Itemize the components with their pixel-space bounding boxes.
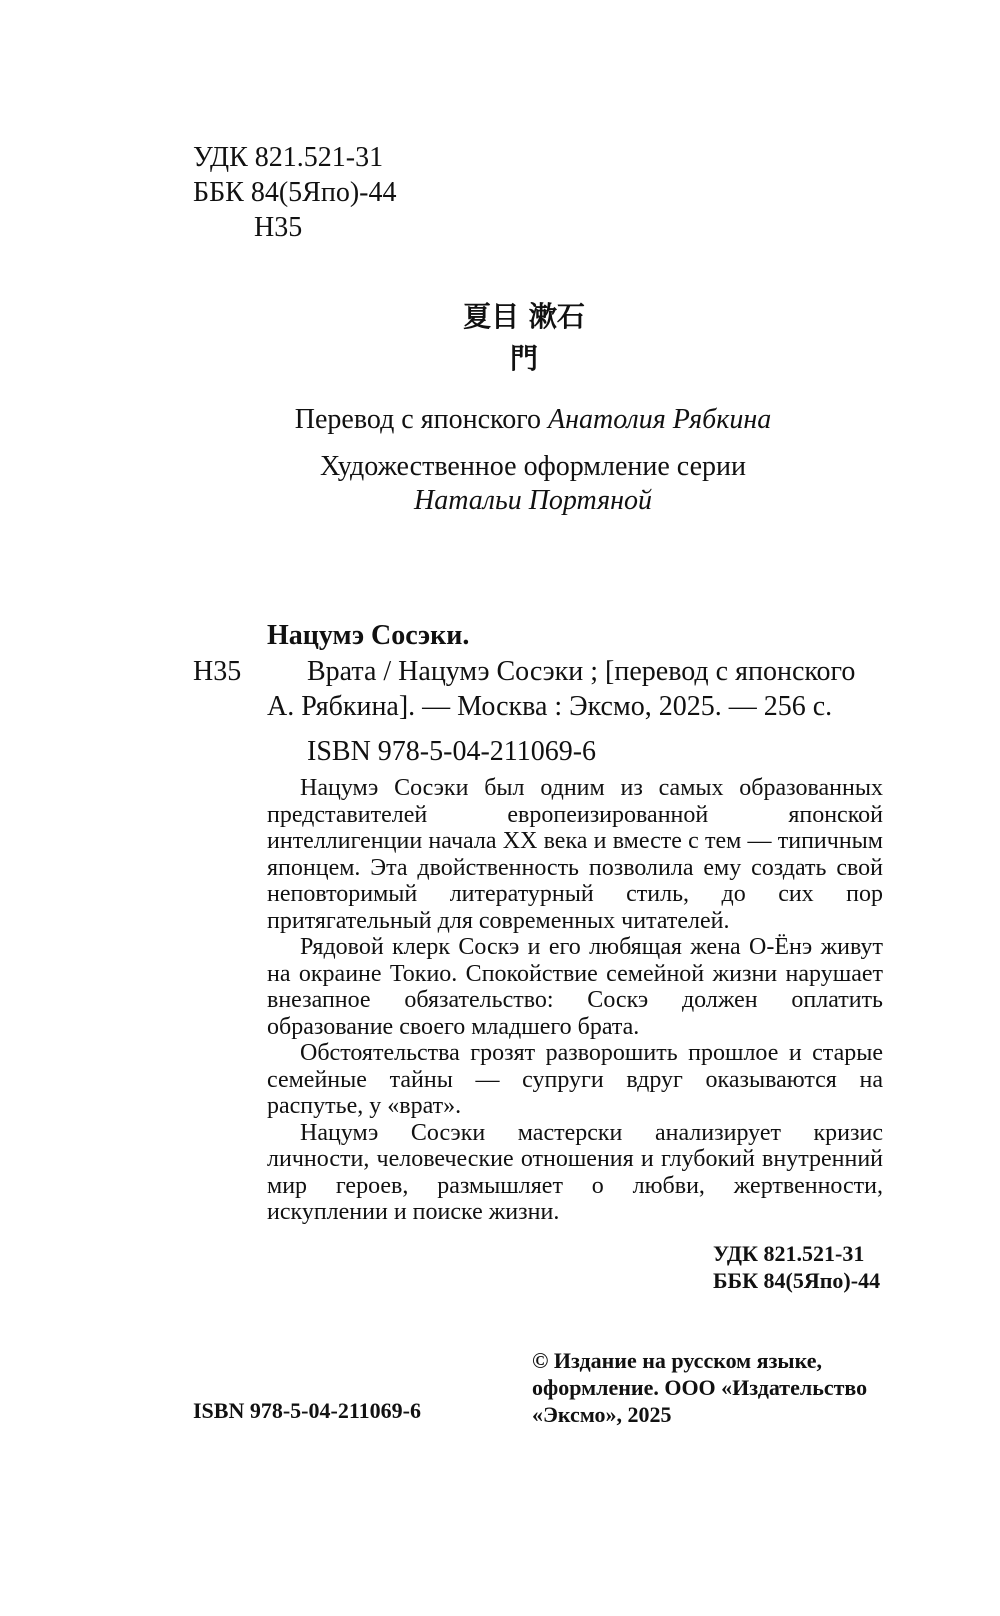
bbk-code-top: ББК 84(5Япо)-44 [193, 177, 397, 208]
annotation-paragraph: Нацумэ Сосэки был одним из самых образованных представителей европеизированной японской интеллигенции начала XX века и вместе с тем — типичным японцем. Эта двойственность позволила ему создать свой неповторимый литературный стиль, до сих пор притягательный для современных читателей. [267, 775, 883, 934]
copyright-line1: © Издание на русском языке, [532, 1348, 822, 1373]
bibliographic-description-line2: А. Рябкина]. — Москва : Эксмо, 2025. — 256 с. [267, 691, 833, 722]
bibliographic-isbn: ISBN 978-5-04-211069-6 [307, 736, 597, 767]
copyright-line2: оформление. ООО «Издательство [532, 1375, 868, 1400]
designer-name: Натальи Портяной [413, 485, 653, 516]
translator-name: Анатолия Рябкина [547, 404, 772, 435]
design-credit-label: Художественное оформление серии [320, 451, 746, 482]
copyright-line3: «Эксмо», 2025 [532, 1402, 672, 1427]
bibliographic-author-mark: Н35 [193, 656, 242, 687]
original-title-japanese: 門 [509, 342, 538, 375]
author-mark-top: Н35 [254, 212, 303, 243]
udk-code-top: УДК 821.521-31 [193, 142, 384, 173]
annotation [267, 775, 883, 1226]
annotation-paragraph: Обстоятельства грозят разворошить прошлое и старые семейные тайны — супруги вдруг оказываются на распутье, у «врат». [267, 1040, 883, 1119]
annotation-paragraph: Нацумэ Сосэки мастерски анализирует кризис личности, человеческие отношения и глубокий внутренний мир героев, размышляет о любви, жертвенности, искуплении и поиске жизни. [267, 1119, 883, 1225]
translation-prefix: Перевод с японского [294, 404, 541, 435]
bbk-code-bottom: ББК 84(5Япо)-44 [713, 1268, 881, 1293]
original-author-japanese: 夏目 漱石 [463, 300, 585, 333]
bibliographic-description-line1: Врата / Нацумэ Сосэки ; [перевод с японского [307, 656, 856, 687]
bibliographic-author-heading: Нацумэ Сосэки. [267, 620, 470, 651]
annotation-paragraph: Рядовой клерк Соскэ и его любящая жена О-Ёнэ живут на окраине Токио. Спокойствие семейной жизни нарушает внезапное обязательство: Соскэ должен оплатить образование своего младшего брата. [267, 934, 883, 1040]
translation-credit [183, 403, 883, 437]
footer-isbn: ISBN 978-5-04-211069-6 [193, 1398, 421, 1423]
udk-code-bottom: УДК 821.521-31 [713, 1241, 865, 1266]
